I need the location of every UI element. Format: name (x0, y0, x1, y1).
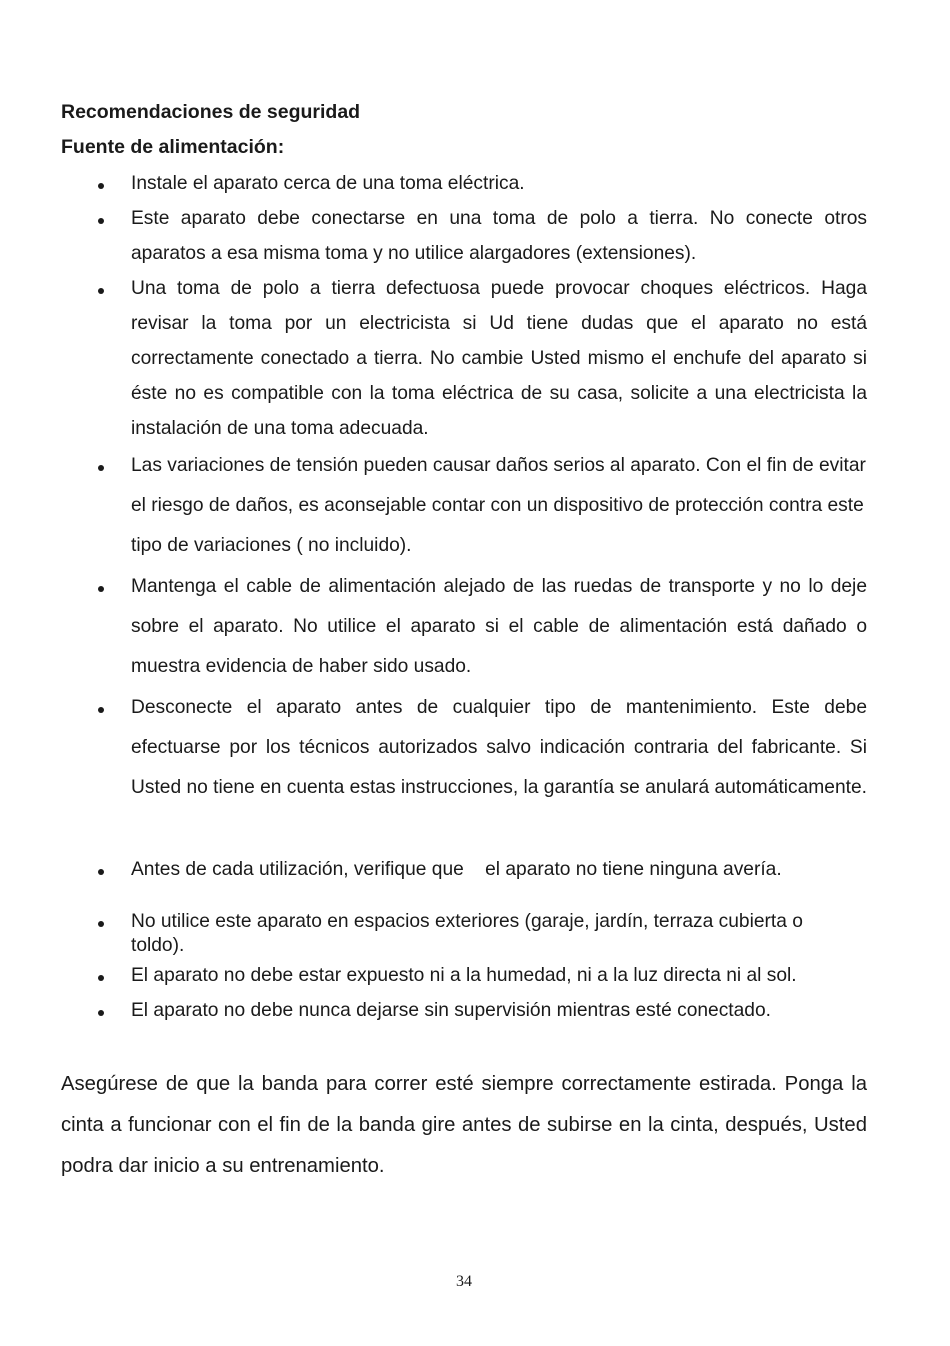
bullet-icon (95, 852, 107, 887)
list-item (61, 852, 867, 887)
list-item (61, 958, 867, 993)
list-item (61, 688, 867, 808)
list-item-text: No utilice este aparato en espacios exteriores (garaje, jardín, terraza cubierta o toldo). (131, 911, 803, 956)
list-item-text: Mantenga el cable de alimentación alejado de las ruedas de transporte y no lo deje sobre el aparato. No utilice el aparato si el cable de alimentación está dañado o muestra evidencia de haber sido usado. (131, 576, 867, 677)
bullet-icon (95, 910, 107, 934)
list-item (61, 567, 867, 687)
bullet-icon (95, 993, 107, 1028)
section-title: Recomendaciones de seguridad (61, 101, 361, 123)
bullet-icon (95, 271, 107, 306)
list-item (61, 201, 867, 271)
bullet-icon (95, 958, 107, 993)
list-item-text: El aparato no debe nunca dejarse sin supervisión mientras esté conectado. (131, 1000, 771, 1021)
closing-paragraph: Asegúrese de que la banda para correr esté siempre correctamente estirada. Ponga la cinta a funcionar con el fin de la banda gire antes de subirse en la cinta, después, Usted podra dar inicio a su entrenamiento. (61, 1073, 867, 1177)
bullet-icon (95, 567, 107, 607)
bullet-icon (95, 201, 107, 236)
list-item (61, 166, 867, 201)
list-item (61, 910, 867, 958)
list-item-text: Desconecte el aparato antes de cualquier tipo de mantenimiento. Este debe efectuarse por los técnicos autorizados salvo indicación contraria del fabricante. Si Usted no tiene en cuenta estas instrucciones, la garantía se anulará automáticamente. (131, 697, 867, 798)
subsection-title: Fuente de alimentación: (61, 136, 285, 158)
list-item-text: Instale el aparato cerca de una toma eléctrica. (131, 173, 525, 194)
list-item (61, 993, 867, 1028)
list-item (61, 446, 867, 566)
bullet-icon (95, 166, 107, 201)
page-number: 34 (456, 1273, 472, 1290)
list-item-text: Antes de cada utilización, verifique que el aparato no tiene ninguna avería. (131, 859, 782, 880)
list-item-text: Las variaciones de tensión pueden causar daños serios al aparato. Con el fin de evitar el riesgo de daños, es aconsejable contar con un dispositivo de protección contra este tipo de variaciones ( no incluido). (131, 455, 866, 556)
list-item-text: Una toma de polo a tierra defectuosa puede provocar choques eléctricos. Haga revisar la toma por un electricista si Ud tiene dudas que el aparato no está correctamente conectado a tierra. No cambie Usted mismo el enchufe del aparato si éste no es compatible con la toma eléctrica de su casa, solicite a una electricista la instalación de una toma adecuada. (131, 278, 867, 439)
list-item-text: El aparato no debe estar expuesto ni a la humedad, ni a la luz directa ni al sol. (131, 965, 797, 986)
bullet-icon (95, 688, 107, 728)
bullet-icon (95, 446, 107, 486)
list-item (61, 271, 867, 446)
list-item-text: Este aparato debe conectarse en una toma de polo a tierra. No conecte otros aparatos a esa misma toma y no utilice alargadores (extensiones). (131, 208, 867, 264)
